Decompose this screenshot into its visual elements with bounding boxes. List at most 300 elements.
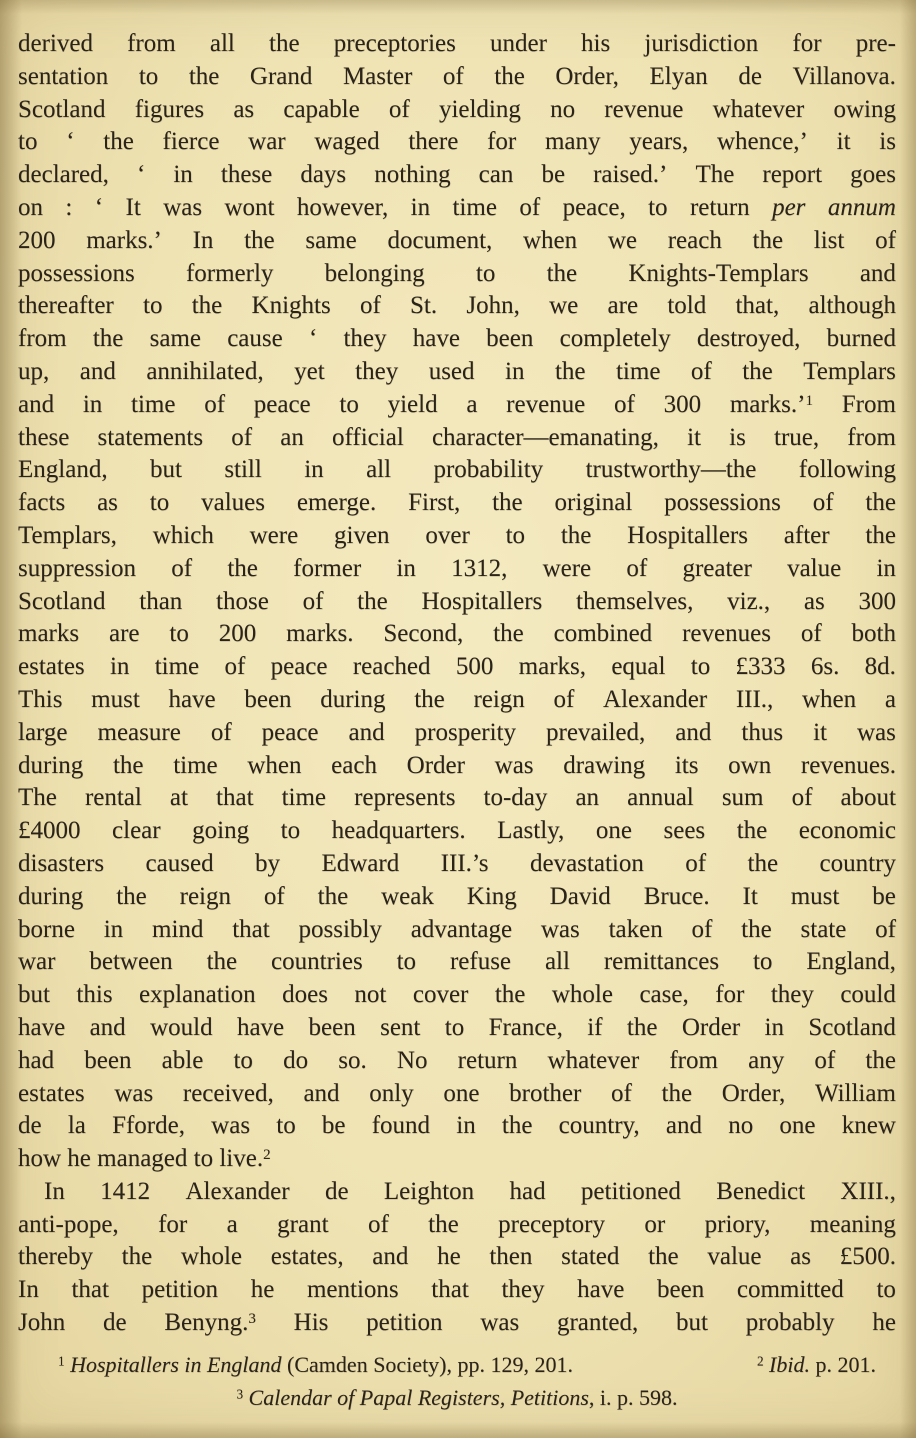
text-line: [18, 1012, 896, 1045]
text-fragment: character—emanating,: [431, 423, 659, 451]
text-line: [18, 782, 896, 815]
text-fragment: the: [493, 620, 524, 648]
text-fragment: equal: [611, 653, 666, 681]
text-fragment: devastation: [529, 849, 644, 877]
text-fragment: Hospitallers: [421, 587, 543, 615]
text-fragment: marks.: [286, 620, 354, 648]
text-fragment: of: [302, 587, 324, 615]
word: [550, 94, 575, 127]
text-fragment: revenue: [604, 95, 684, 123]
word: [85, 782, 142, 815]
word: [467, 881, 517, 914]
word: [879, 126, 896, 159]
word: [433, 454, 543, 487]
text-fragment: in: [82, 390, 103, 418]
text-fragment: as: [233, 95, 255, 123]
word: [476, 258, 495, 291]
word: [355, 356, 398, 389]
word: [443, 1078, 479, 1111]
text-fragment: £500.: [839, 1243, 896, 1271]
text-fragment: former: [293, 554, 362, 582]
text-fragment: economic: [798, 817, 896, 845]
text-line: [18, 258, 896, 291]
word: [587, 1012, 602, 1045]
text-fragment: cause: [227, 325, 283, 353]
text-fragment: of: [814, 1046, 836, 1074]
text-fragment: whole: [551, 981, 613, 1009]
text-fragment: Order: [406, 751, 465, 779]
text-fragment: to: [648, 193, 668, 221]
text-line: [18, 323, 896, 356]
word: [806, 946, 896, 979]
text-fragment: the: [92, 325, 124, 353]
text-fragment: revenues: [682, 620, 771, 648]
word: [163, 192, 202, 225]
text-fragment: and: [675, 718, 712, 746]
text-fragment: it: [687, 423, 701, 451]
word: [741, 717, 783, 750]
word: [675, 717, 711, 750]
word: [282, 979, 328, 1012]
word: [815, 1078, 896, 1111]
text-fragment: England,: [18, 456, 108, 484]
text-fragment: of: [691, 915, 713, 943]
word: [164, 1307, 256, 1340]
word: [186, 258, 273, 291]
word: [413, 323, 460, 356]
word: [627, 782, 694, 815]
text-fragment: Hospitallers: [627, 521, 748, 549]
text-fragment: days: [300, 161, 347, 189]
word: [814, 225, 845, 258]
word: [810, 1209, 896, 1242]
text-fragment: sentation: [18, 62, 109, 90]
text-fragment: time: [615, 357, 661, 385]
text-fragment: 6s.: [810, 653, 840, 681]
word: [859, 586, 897, 619]
word: [109, 618, 140, 651]
text-fragment: of: [614, 390, 635, 418]
word: [244, 225, 275, 258]
word: [103, 1307, 127, 1340]
word: [368, 1209, 389, 1242]
text-fragment: taken: [608, 915, 663, 943]
word: [657, 1274, 704, 1307]
word: [383, 618, 463, 651]
word: [484, 782, 548, 815]
text-line: [18, 914, 896, 947]
word: [627, 520, 748, 553]
word: [555, 487, 633, 520]
text-fragment: the: [648, 1243, 679, 1271]
word: [247, 750, 301, 783]
word: [321, 848, 399, 881]
word: [852, 618, 896, 651]
text-line: [18, 684, 896, 717]
text-fragment: annihilated,: [146, 357, 264, 385]
word: [192, 290, 223, 323]
footnote-row: [18, 1381, 896, 1414]
text-fragment: Order,: [721, 1079, 786, 1107]
word: [616, 356, 660, 389]
word: [283, 94, 359, 127]
word: [808, 290, 896, 323]
word: [546, 717, 645, 750]
text-fragment: greater: [682, 554, 752, 582]
word: [413, 979, 469, 1012]
word: [18, 1307, 65, 1340]
word: [150, 454, 182, 487]
word: [303, 1078, 339, 1111]
word: [320, 684, 385, 717]
footnote-marker: 3: [248, 1310, 256, 1327]
text-fragment: wont: [224, 193, 275, 221]
text-fragment: to: [690, 653, 711, 681]
text-fragment: between: [89, 948, 173, 976]
word: [143, 290, 162, 323]
word: [162, 1045, 204, 1078]
text-fragment: sees: [663, 817, 706, 845]
word: [98, 717, 181, 750]
text-fragment: there: [408, 128, 459, 156]
text-fragment: waged: [314, 128, 380, 156]
text-fragment: Alexander: [185, 1177, 290, 1205]
text-fragment: peace,: [562, 193, 626, 221]
text-fragment: of: [553, 685, 575, 713]
word: [662, 1078, 693, 1111]
italic-text: Ibid.: [769, 1352, 810, 1377]
text-line: [18, 1143, 896, 1176]
text-fragment: we: [549, 292, 579, 320]
word: [489, 1012, 563, 1045]
text-fragment: the: [494, 62, 525, 90]
word: [307, 1274, 399, 1307]
word: [644, 1209, 665, 1242]
text-fragment: goes: [850, 161, 896, 189]
text-fragment: William: [814, 1079, 896, 1107]
text-fragment: no: [550, 95, 576, 123]
word: [334, 28, 456, 61]
text-fragment: in: [505, 357, 525, 385]
word: [850, 159, 896, 192]
text-fragment: and: [89, 1013, 126, 1041]
word: [865, 520, 896, 553]
word: [18, 1209, 119, 1242]
word: [158, 1209, 187, 1242]
text-line: [18, 1176, 896, 1209]
text-fragment: Benedict: [716, 1177, 806, 1205]
word: [545, 126, 601, 159]
word: [729, 422, 746, 455]
text-fragment: not: [354, 981, 387, 1009]
text-fragment: time: [154, 653, 200, 681]
text-line: [18, 651, 896, 684]
word: [690, 192, 750, 225]
text-fragment: but: [18, 981, 50, 1009]
text-fragment: time: [452, 193, 497, 221]
word: [146, 356, 263, 389]
text-fragment: they: [770, 981, 814, 1009]
word: [811, 651, 839, 684]
word: [122, 1241, 153, 1274]
text-fragment: , i. p. 598.: [588, 1385, 678, 1410]
text-fragment: war: [18, 948, 56, 976]
text-fragment: estates: [18, 653, 85, 681]
text-fragment: as: [803, 587, 825, 615]
word: [372, 1110, 430, 1143]
word: [716, 1176, 805, 1209]
text-fragment: borne: [18, 915, 75, 943]
text-fragment: but: [149, 456, 182, 484]
text-fragment: that: [232, 915, 270, 943]
footnote: [757, 1348, 876, 1381]
text-fragment: knew: [841, 1112, 896, 1140]
text-fragment: ‘: [66, 128, 75, 156]
text-fragment: rental: [84, 784, 142, 812]
text-fragment: the: [206, 948, 238, 976]
word: [294, 356, 325, 389]
italic-text: per: [772, 193, 806, 221]
word: [309, 323, 317, 356]
text-fragment: true,: [774, 423, 820, 451]
word: [18, 225, 56, 258]
word: [737, 1274, 844, 1307]
text-fragment: and: [79, 357, 116, 385]
word: [18, 126, 37, 159]
word: [283, 1045, 308, 1078]
text-fragment: one: [595, 817, 632, 845]
text-fragment: was: [114, 1079, 154, 1107]
text-fragment: 500: [455, 653, 494, 681]
word: [360, 290, 381, 323]
word: [741, 914, 772, 947]
text-fragment: combined: [553, 620, 653, 648]
word: [135, 94, 204, 127]
text-fragment: have: [412, 325, 460, 353]
text-fragment: grant: [277, 1210, 329, 1238]
word: [466, 290, 519, 323]
word: [116, 881, 147, 914]
text-fragment: the: [244, 226, 275, 254]
text-fragment: the: [227, 554, 258, 582]
word: [322, 1110, 346, 1143]
word: [505, 356, 524, 389]
word: [872, 1307, 896, 1340]
text-fragment: than: [139, 587, 183, 615]
text-fragment: whole: [180, 1243, 242, 1271]
word: [300, 159, 346, 192]
word: [765, 1012, 784, 1045]
text-fragment: refuse: [449, 948, 512, 976]
text-fragment: must: [91, 685, 140, 713]
word: [561, 1241, 619, 1274]
text-fragment: been: [486, 325, 534, 353]
word: [98, 422, 204, 455]
text-fragment: document,: [387, 226, 493, 254]
text-fragment: in: [876, 554, 896, 582]
text-fragment: the: [317, 882, 349, 910]
word: [397, 946, 416, 979]
text-fragment: of: [690, 357, 712, 385]
word: [357, 586, 388, 619]
text-fragment: when: [247, 751, 302, 779]
text-fragment: It: [742, 882, 758, 910]
text-fragment: Elyan: [649, 62, 708, 90]
word: [742, 356, 773, 389]
text-fragment: reached: [352, 653, 431, 681]
word: [76, 979, 112, 1012]
text-line: [18, 750, 896, 783]
text-fragment: In: [192, 226, 214, 254]
text-line: [18, 290, 896, 323]
word: [707, 1241, 761, 1274]
text-fragment: of: [800, 620, 822, 648]
word: [224, 192, 274, 225]
word: [787, 553, 841, 586]
word: [713, 94, 805, 127]
word: [232, 914, 270, 947]
word: [139, 586, 182, 619]
word: [554, 684, 575, 717]
word: [644, 28, 758, 61]
text-fragment: themselves,: [576, 587, 694, 615]
text-fragment: the: [865, 489, 896, 517]
word: [126, 192, 141, 225]
word: [271, 1241, 344, 1274]
word: [18, 192, 43, 225]
word: [305, 225, 356, 258]
text-fragment: that: [71, 1276, 109, 1304]
text-fragment: going: [192, 817, 250, 845]
word: [66, 126, 74, 159]
word: [614, 389, 635, 422]
text-fragment: in: [304, 456, 324, 484]
word: [837, 126, 851, 159]
word: [611, 1078, 632, 1111]
text-line: [18, 61, 896, 94]
word: [380, 1012, 420, 1045]
word: [736, 684, 773, 717]
text-fragment: of: [210, 718, 232, 746]
text-fragment: Scotland: [18, 95, 106, 123]
text-fragment: facts: [18, 489, 66, 517]
text-fragment: Lastly,: [497, 817, 565, 845]
text-fragment: for: [487, 128, 517, 156]
word: [691, 356, 712, 389]
word: [840, 1241, 896, 1274]
word: [211, 1110, 250, 1143]
text-fragment: does: [282, 981, 328, 1009]
word: [343, 323, 386, 356]
text-fragment: time: [173, 751, 218, 779]
text-fragment: preceptories: [333, 30, 456, 57]
text-fragment: 1412: [100, 1177, 151, 1205]
text-line: [18, 979, 896, 1012]
text-fragment: been: [308, 1013, 356, 1041]
word: [18, 684, 62, 717]
text-fragment: 200: [18, 226, 56, 254]
text-fragment: do: [283, 1046, 309, 1074]
text-fragment: when: [522, 226, 578, 254]
text-fragment: yield: [387, 390, 438, 418]
text-fragment: the: [103, 128, 134, 156]
word: [169, 618, 188, 651]
text-fragment: that: [216, 784, 254, 812]
word: [224, 454, 262, 487]
italic-text: annum: [827, 193, 896, 221]
word: [840, 979, 896, 1012]
text-fragment: these: [18, 423, 70, 451]
word: [193, 225, 214, 258]
text-fragment: 300: [858, 587, 896, 615]
word: [813, 717, 827, 750]
text-fragment: sum: [721, 784, 764, 812]
text-fragment: an: [280, 423, 304, 451]
word: [541, 914, 580, 947]
word: [18, 454, 108, 487]
word: [682, 553, 751, 586]
text-fragment: John,: [466, 292, 520, 320]
text-fragment: jurisdiction: [644, 30, 759, 57]
text-line: [18, 94, 896, 127]
word: [792, 28, 821, 61]
word: [297, 192, 388, 225]
text-fragment: of: [359, 292, 381, 320]
text-fragment: clear: [112, 817, 161, 845]
text-fragment: to: [475, 259, 496, 287]
word: [297, 487, 376, 520]
text-fragment: from: [669, 1046, 718, 1074]
text-fragment: following: [798, 456, 896, 484]
word: [210, 28, 235, 61]
word: [685, 848, 706, 881]
text-fragment: declared,: [18, 161, 109, 189]
word: [425, 520, 469, 553]
text-fragment: priory,: [704, 1210, 771, 1238]
word: [753, 946, 772, 979]
text-fragment: weak: [381, 882, 434, 910]
word: [71, 1274, 109, 1307]
word: [728, 750, 771, 783]
text-fragment: 1312,: [451, 554, 508, 582]
word: [80, 356, 116, 389]
text-fragment: this: [76, 981, 113, 1009]
word: [746, 1307, 835, 1340]
text-fragment: to: [169, 620, 189, 648]
text-line: [18, 946, 896, 979]
word: [648, 1241, 679, 1274]
word: [349, 717, 385, 750]
text-fragment: to: [233, 1046, 253, 1074]
text-fragment: in: [764, 1013, 784, 1041]
text-fragment: Knights: [251, 292, 331, 320]
text-fragment: were: [542, 554, 592, 582]
word: [388, 389, 438, 422]
text-fragment: of: [224, 653, 246, 681]
word: [90, 1012, 126, 1045]
text-fragment: same: [305, 226, 357, 254]
text-fragment: whatever: [547, 1046, 640, 1074]
word: [563, 750, 645, 783]
text-fragment: be: [321, 1112, 346, 1140]
word: [664, 389, 702, 422]
word: [577, 1274, 624, 1307]
text-fragment: £4000: [18, 817, 81, 845]
text-fragment: p. 201.: [810, 1352, 876, 1377]
text-fragment: headquarters.: [331, 817, 466, 845]
italic-text: Hospitallers in England: [70, 1352, 282, 1377]
text-fragment: which: [152, 521, 214, 549]
